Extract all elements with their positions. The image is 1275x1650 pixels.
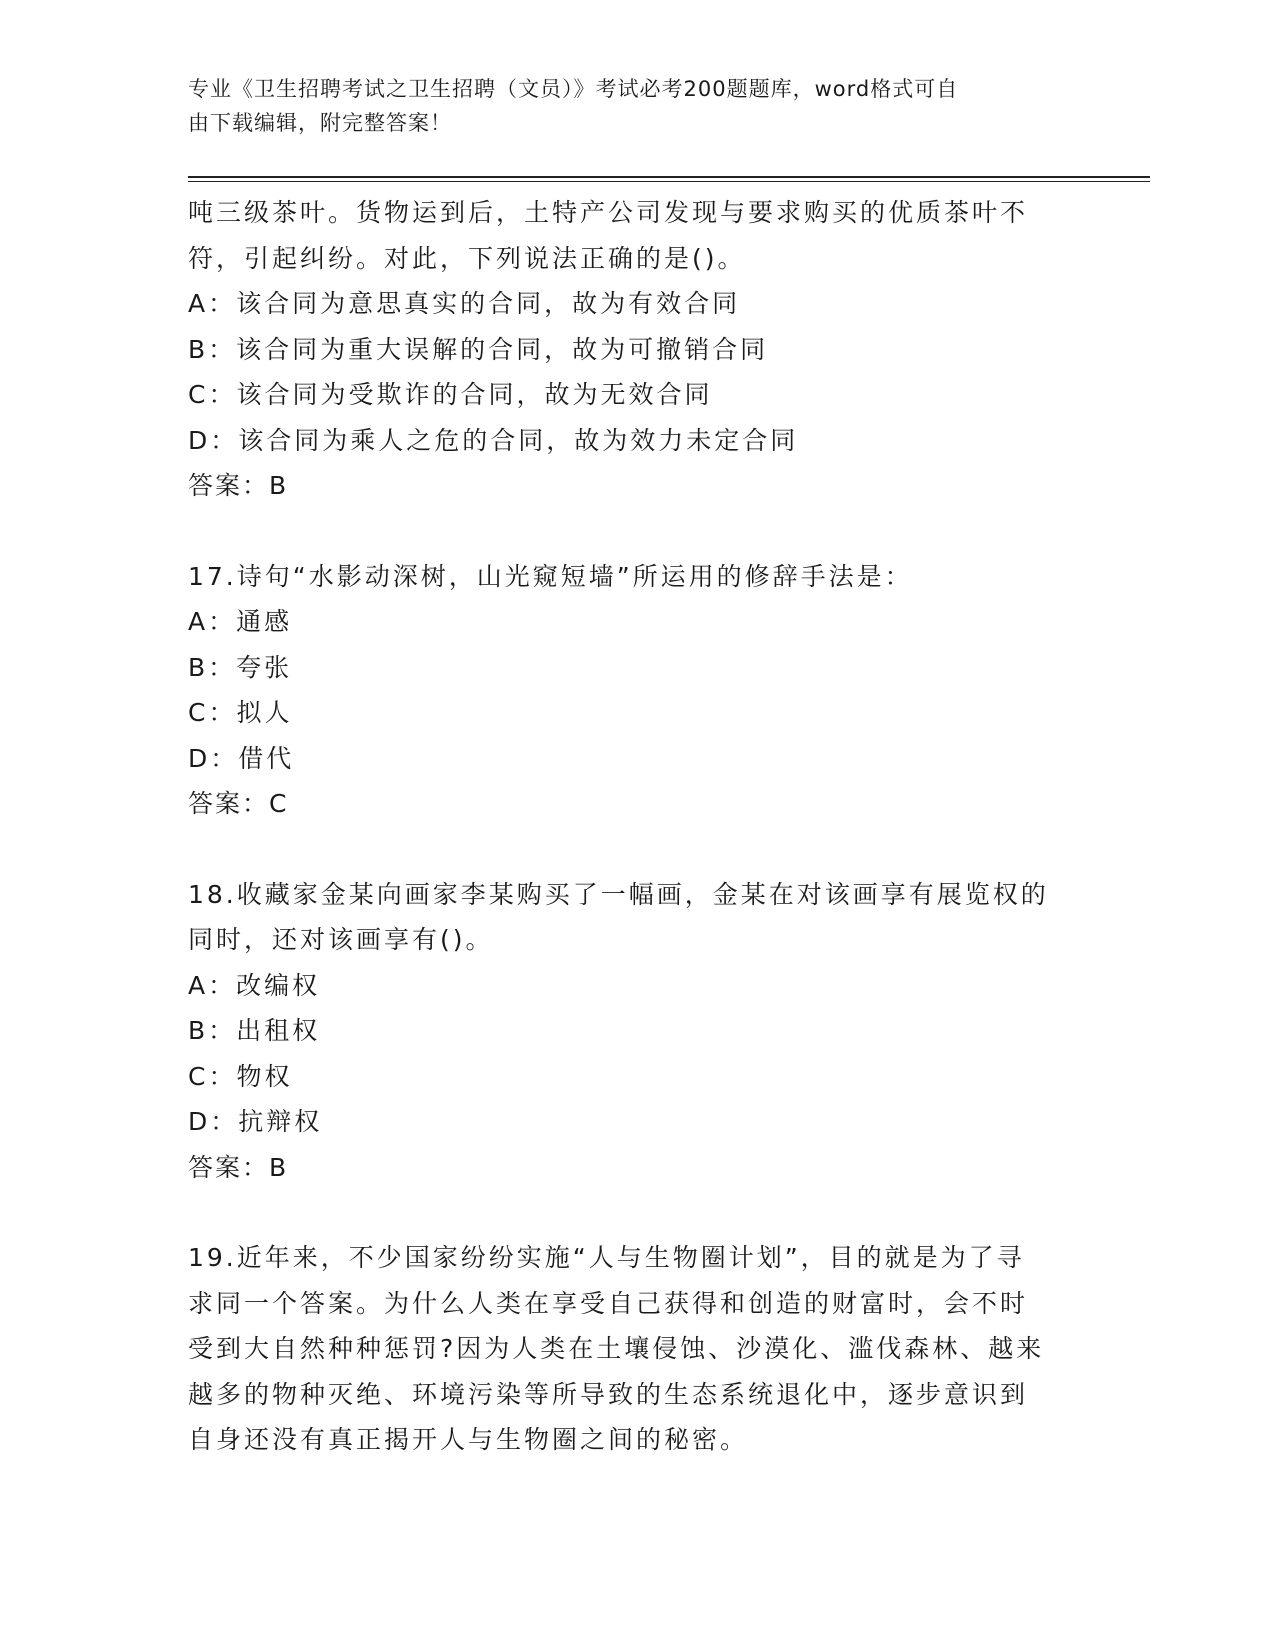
header-divider-thin: [188, 181, 1150, 182]
question-stem-line: 19.近年来，不少国家纷纷实施“人与生物圈计划”，目的就是为了寻: [188, 1243, 1025, 1272]
option-a: A：该合同为意思真实的合同，故为有效合同: [188, 289, 741, 318]
option-c: C：物权: [188, 1061, 293, 1091]
question-stem-line: 求同一个答案。为什么人类在享受自己获得和创造的财富时，会不时: [188, 1288, 1029, 1318]
option-d: D：借代: [188, 743, 295, 773]
answer-line: 答案：B: [188, 471, 289, 500]
answer-line: 答案：B: [188, 1152, 289, 1182]
header-divider-thick: [188, 176, 1150, 178]
question-stem-line: 同时，还对该画享有()。: [188, 925, 494, 954]
question-stem-line: 自身还没有真正揭开人与生物圈之间的秘密。: [188, 1425, 749, 1454]
question-spacer: [188, 827, 1088, 872]
question-stem-line: 吨三级茶叶。货物运到后，土特产公司发现与要求购买的优质茶叶不: [188, 198, 1029, 227]
question-stem-line: 符，引起纠纷。对此，下列说法正确的是()。: [188, 243, 746, 273]
option-d: D：抗辩权: [188, 1107, 323, 1136]
question-18: [188, 872, 1088, 1191]
option-a: A：改编权: [188, 970, 321, 1000]
question-spacer: [188, 509, 1088, 554]
header-line-2: 由下载编辑，附完整答案！: [188, 111, 452, 135]
header-line-1: 专业《卫生招聘考试之卫生招聘（文员）》考试必考200题题库，word格式可自: [188, 77, 959, 101]
question-stem-line: 17.诗句“水影动深树，山光窥短墙”所运用的修辞手法是：: [188, 561, 913, 591]
question-17: [188, 554, 1088, 827]
option-b: B：该合同为重大误解的合同，故为可撤销合同: [188, 334, 769, 364]
document-header: [188, 72, 1068, 140]
option-d: D：该合同为乘人之危的合同，故为效力未定合同: [188, 425, 799, 455]
answer-line: 答案：C: [188, 789, 289, 818]
option-b: B：夸张: [188, 652, 293, 682]
document-body: [188, 190, 1088, 1463]
option-a: A：通感: [188, 607, 293, 636]
question-stem-line: 18.收藏家金某向画家李某购买了一幅画，金某在对该画享有展览权的: [188, 879, 1049, 909]
question-stem-line: 受到大自然种种惩罚?因为人类在土壤侵蚀、沙漠化、滥伐森林、越来: [188, 1334, 1045, 1363]
option-b: B：出租权: [188, 1016, 321, 1045]
question-19: [188, 1235, 1088, 1463]
question-spacer: [188, 1190, 1088, 1235]
option-c: C：拟人: [188, 698, 293, 727]
question-stem-line: 越多的物种灭绝、环境污染等所导致的生态系统退化中，逐步意识到: [188, 1379, 1029, 1409]
option-c: C：该合同为受欺诈的合同，故为无效合同: [188, 380, 713, 409]
question-16: [188, 190, 1088, 509]
